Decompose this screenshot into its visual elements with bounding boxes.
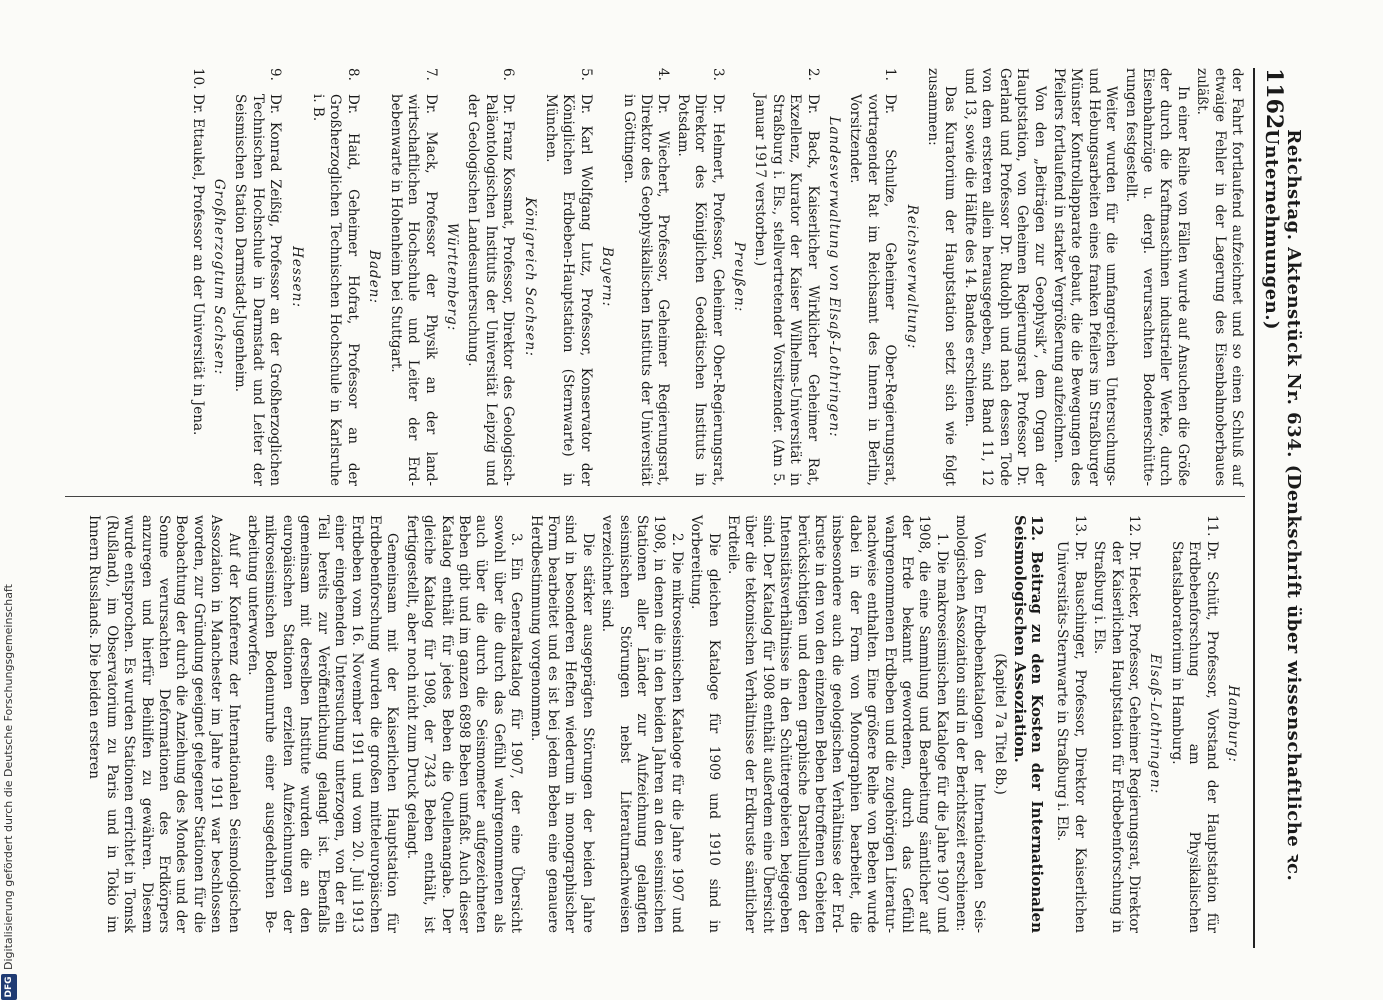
subheading: Baden:	[366, 250, 383, 304]
paragraph: 3. Ein Generalkatalog für 1907, der eine Übersicht sowohl über die durch das Gefühl wahrgenommenen als auch über die durch die Seismometer aufgezeichneten Beben gibt und im ganzen 6898 Beben umfaßt. Auch dieser Katalog enthält für jedes Beben die Quellenangabe. Der gleiche Katalog für 1908, der 7343 Beben enthält, ist fertiggestellt, aber noch nicht zum Druck gelangt.	[403, 515, 525, 933]
subheading: Bayern:	[599, 246, 616, 308]
subheading: Landesverwaltung von Elsaß-Lothringen:	[826, 116, 843, 438]
paragraph: In einer Reihe von Fällen wurde auf Ansuchen die Größe der durch die Kraftmaschinen industrieller Werke, durch Eisenbahnzüge u. dergl. verursachten Bodenerschütterungen festgestellt.	[1122, 68, 1191, 486]
section-number: 12.	[1027, 515, 1046, 542]
item-text: Dr. Haid, Geheimer Hofrat, Professor an der Großherzoglichen Technischen Hochschule in Karlsruhe i. B.	[310, 94, 361, 486]
item-number: 9.	[267, 68, 284, 81]
paragraph: Gemeinsam mit der Kaiserlichen Hauptstation für Erdbebenforschung wurden die großen mitteleuropäischen Erdbeben vom 16. November 1911 und vom 20. Juli 1913 einer eingehenden Untersuchung unterzogen, von der ein Teil bereits zur Veröffentlichung gelangt ist. Ebenfalls gemeinsam mit derselben Institute wurden die an den europäischen Stationen erzielten Aufzeichnungen der mikroseismischen Bodenunruhe einer ausgedehnten Bearbeitung unterworfen.	[245, 515, 401, 933]
paragraph: 1. Die makroseismischen Kataloge für die Jahre 1907 und 1908, die eine Sammlung und Bearbeitung sämtlicher auf der Erde bekannt gewordenen, durch das Gefühl wahrgenommenen Erdbeben und die zugehörigen Literaturnachweise enthalten. Eine größere Reihe von Beben wurde dabei in der Form von Monographien bearbeitet, die insbesondere auch die geologischen Verhältnisse der Erdkruste in den von den einzelnen Beben betroffenen Gebieten berücksichtigen und denen graphische Darstellungen der Intensitätsverhältnisse in den Schüttergebieten beigegeben sind. Der Katalog für 1908 enthält außerdem eine Übersicht über die tektonischen Verhältnisse der Erdkruste sämtlicher Erdteile.	[725, 515, 950, 933]
page-number: 1162	[1261, 68, 1287, 130]
section-subtitle: (Kapitel 7a Titel 8b.)	[992, 653, 1009, 795]
item-text: Dr. Schütt, Professor, Vorstand der Hauptstation für Erdbebenforschung am Physikalischen Staatslaboratorium in Hamburg.	[1168, 541, 1220, 933]
list-item	[464, 68, 516, 486]
list-item	[751, 68, 821, 486]
list-item	[619, 68, 671, 486]
subheading: Hessen:	[288, 246, 305, 308]
item-number: 1.	[882, 68, 899, 81]
list-item	[846, 68, 898, 486]
subheading: Königreich Sachsen:	[521, 197, 538, 357]
item-text: Dr. Bauschinger, Professor, Direktor der Kaiserlichen Universitäts-Sternwarte in Straßburg i. Els.	[1054, 541, 1088, 933]
item-number: 8.	[344, 68, 361, 81]
right-column	[83, 515, 1245, 933]
digitization-credit	[0, 0, 22, 1000]
item-text: Dr. Schulze, Geheimer Ober-Regierungsrat, vortragender Rat im Reichsamt des Innern in Berlin, Vorsitzender.	[847, 94, 899, 486]
item-number: 13.	[1071, 515, 1088, 537]
list-item	[1053, 515, 1088, 933]
credit-text: Digitalisierung gefördert durch die Deutsche Forschungsgemeinschaft	[2, 584, 15, 970]
list-item	[188, 68, 205, 486]
item-text: Dr. Franz Kossmat, Professor, Direktor des Geologisch-Paläontologischen Instituts der Universität Leipzig und der Geologischen Landesuntersuchung.	[465, 94, 517, 486]
item-number: 5.	[577, 68, 594, 81]
paragraph: Von den „Beiträgen zur Geophysik“, dem Organ der Hauptstation, von Geheimen Regierungsrat Professor Dr. Gerland und Professor Dr. Rudolph und nach dessen Tode von dem ersteren allein herausgegeben, sind Band 11, 12 und 13, sowie die Hälfte des 14. Bandes erschienen.	[961, 68, 1048, 486]
subheading: Reichsverwaltung:	[903, 204, 920, 350]
item-number: 12.	[1125, 515, 1142, 537]
running-title: Reichstag. Aktenstück Nr. 634. (Denkschrift über wissenschaftliche ꝛc. Unternehmungen.)	[1261, 129, 1304, 882]
subheading: Elsaß-Lothringen:	[1147, 653, 1164, 795]
list-item	[1167, 515, 1219, 933]
item-text: Dr. Back, Kaiserlicher Wirklicher Geheimer Rat, Exzellenz, Kurator der Kaiser Wilhelms-Universität in Straßburg i. Els., stellvertretender Vorsitzender. (Am 5. Januar 1917 verstorben.)	[752, 94, 821, 486]
item-text: Dr. Karl Wolfgang Lutz, Professor, Konservator der Königlichen Erdbeben-Hauptstation (Sternwarte) in München.	[542, 94, 594, 486]
paragraph: Die gleichen Kataloge für 1909 und 1910 sind in Vorbereitung.	[688, 515, 722, 933]
paragraph: Von den Erdbebenkatalogen der Internationalen Seismologischen Assoziation sind in der Berichtszeit erschienen:	[953, 515, 987, 933]
item-text: Dr. Wiechert, Professor, Geheimer Regierungsrat, Direktor des Geophysikalischen Instituts der Universität in Göttingen.	[620, 94, 672, 486]
paragraph: Die stärker ausgeprägten Störungen der beiden Jahre sind in besonderen Heften wiederum in monographischer Form bearbeitet und es ist bei jedem Beben eine genauere Herdbestimmung vorgenommen.	[527, 515, 596, 933]
list-item	[542, 68, 594, 486]
left-column	[186, 68, 1245, 486]
paragraph: der Fahrt fortlaufend aufzeichnet und so einen Schluß auf etwaige Fehler in der Lagerung des Eisenbahnoberbaues zuläßt.	[1194, 68, 1245, 486]
item-text: Dr. Mack, Professor der Physik an der landwirtschaftlichen Hochschule und Leiter der Erdbebenwarte in Hohenheim bei Stuttgart.	[387, 94, 439, 486]
subheading: Preußen:	[731, 241, 748, 313]
list-item	[231, 68, 283, 486]
dfg-logo: DFG	[1, 974, 17, 1000]
item-text: Dr. Ettaukel, Professor an der Universität in Jena.	[189, 94, 206, 436]
section-heading	[1010, 515, 1045, 933]
item-number: 4.	[655, 68, 672, 81]
subheading: Hamburg:	[1225, 685, 1241, 763]
item-text: Dr. Helmert, Professor, Geheimer Ober-Regierungsrat, Direktor des Königlichen Geodätischen Instituts in Potsdam.	[674, 94, 726, 486]
subheading: Großherzogtum Sachsen:	[211, 178, 228, 376]
section-title: Beitrag zu den Kosten der Internationalen Seismologischen Assoziation.	[1010, 515, 1046, 933]
item-number: 7.	[422, 68, 439, 81]
item-number: 3.	[709, 68, 726, 81]
item-number: 6.	[500, 68, 517, 81]
paragraph: Das Kuratorium der Hauptstation setzt sich wie folgt zusammen:	[925, 68, 959, 486]
column-divider	[65, 496, 1245, 497]
item-text: Dr. Konrad Zeißig, Professor an der Großherzoglichen Technischen Hochschule in Darmstadt und Leiter der Seismischen Station Darmstadt-Jugenheim.	[232, 94, 284, 486]
item-number: 11.	[1203, 515, 1220, 537]
list-item	[673, 68, 725, 486]
item-number: 2.	[804, 68, 821, 81]
list-item	[1090, 515, 1142, 933]
list-item	[309, 68, 361, 486]
item-number: 10.	[189, 68, 206, 90]
paragraph: 2. Die mikroseismischen Kataloge für die Jahre 1907 und 1908, in denen die in den beiden Jahren an den seismischen Stationen aller Länder zur Aufzeichnung gelangten seismischen Störungen nebst Literaturnachweisen verzeichnet sind.	[599, 515, 685, 933]
list-item	[386, 68, 438, 486]
item-text: Dr. Hecker, Professor, Geheimer Regierungsrat, Direktor der Kaiserlichen Hauptstation für Erdbebenforschung in Straßburg i. Els.	[1091, 541, 1142, 933]
paragraph: Weiter wurden für die umfangreichen Untersuchungs- und Hebungsarbeiten eines franken Pfeilers im Straßburger Münster Kontrollapparate gebaut, die die Bewegungen des Pfeilers fortlaufend in starker Vergrößerung aufzeichnen.	[1050, 68, 1120, 486]
subheading: Württemberg:	[443, 222, 460, 332]
page-header	[1253, 68, 1304, 948]
paragraph: Auf der Konferenz der Internationalen Seismologischen Assoziation in Manchester im Jahre 1911 war beschlossen worden, zur Gründung geeignet gelegener Stationen für die Beobachtung der durch die Anziehung des Mondes und der Sonne verursachten Deformationen des Erdkörpers anzuregen und hierfür Beihilfen zu gewähren. Diesem wurde entsprochen. Es wurden Stationen errichtet in Tomsk (Rußland), im Observatorium zu Paris und in Tokio im Innern Russlands. Die beiden ersteren	[86, 515, 242, 933]
